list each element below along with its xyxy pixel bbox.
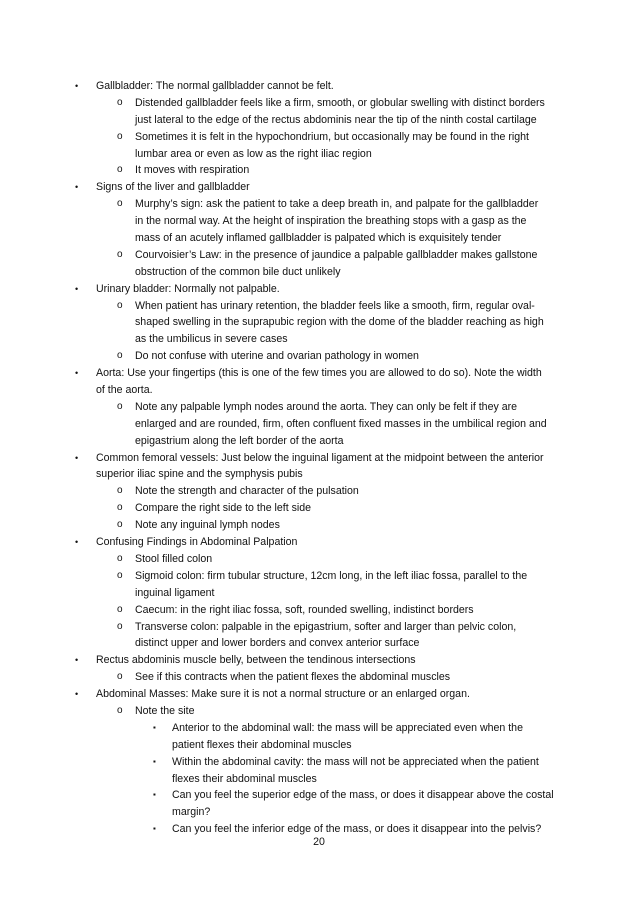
list-item-text: obstruction of the common bile duct unlikely bbox=[135, 265, 341, 278]
list-item-continuation bbox=[0, 230, 638, 247]
circle-marker: o bbox=[117, 198, 123, 210]
list-item-text: Anterior to the abdominal wall: the mass will be appreciated even when the bbox=[172, 721, 523, 734]
list-item-text: Can you feel the superior edge of the mass, or does it disappear above the costal bbox=[172, 789, 554, 802]
list-item-level-2 bbox=[0, 517, 638, 534]
list-item-text: of the aorta. bbox=[96, 384, 153, 397]
list-item-level-2 bbox=[0, 483, 638, 500]
list-item-text: enlarged and are rounded, firm, often confluent fixed masses in the umbilical region and bbox=[135, 417, 547, 430]
list-item-continuation bbox=[0, 146, 638, 163]
circle-marker: o bbox=[117, 569, 123, 581]
circle-marker: o bbox=[117, 620, 123, 632]
list-item-text: superior iliac spine and the symphysis pubis bbox=[96, 468, 303, 481]
list-item-text: in the normal way. At the height of inspiration the breathing stops with a gasp as the bbox=[135, 215, 527, 228]
page-number: 20 bbox=[313, 836, 325, 848]
list-item-text: It moves with respiration bbox=[135, 164, 250, 177]
list-item-text: Abdominal Masses: Make sure it is not a normal structure or an enlarged organ. bbox=[96, 688, 470, 701]
list-item-level-2 bbox=[0, 703, 638, 720]
bullet-marker: • bbox=[75, 537, 79, 548]
list-item-continuation bbox=[0, 433, 638, 450]
bullet-marker: • bbox=[75, 81, 79, 91]
list-item-text: Caecum: in the right iliac fossa, soft, rounded swelling, indistinct borders bbox=[135, 603, 474, 616]
bullet-marker: • bbox=[75, 689, 79, 700]
list-item-text: Note any palpable lymph nodes around the aorta. They can only be felt if they are bbox=[135, 400, 518, 413]
list-item-level-1 bbox=[0, 78, 638, 95]
list-item-text: Gallbladder: The normal gallbladder cannot be felt. bbox=[96, 80, 334, 92]
list-item-level-1 bbox=[0, 652, 638, 669]
list-item-text: just lateral to the edge of the rectus abdominis near the tip of the ninth costal cartilage bbox=[135, 113, 537, 126]
bullet-marker: • bbox=[75, 182, 79, 193]
square-marker: ▪ bbox=[153, 756, 156, 766]
circle-marker: o bbox=[117, 350, 123, 362]
list-item-text: Murphy’s sign: ask the patient to take a deep breath in, and palpate for the gallbladder bbox=[135, 198, 539, 211]
circle-marker: o bbox=[117, 671, 123, 683]
list-item-level-2 bbox=[0, 196, 638, 213]
square-marker: ▪ bbox=[153, 790, 156, 800]
list-item-text: Rectus abdominis muscle belly, between the tendinous intersections bbox=[96, 654, 416, 667]
list-item-continuation bbox=[0, 314, 638, 331]
list-item-text: Common femoral vessels: Just below the inguinal ligament at the midpoint between the anterior bbox=[96, 451, 544, 464]
list-item-level-2 bbox=[0, 500, 638, 517]
list-item-level-2 bbox=[0, 247, 638, 264]
list-item-text: flexes their abdominal muscles bbox=[172, 772, 317, 785]
list-item-text: inguinal ligament bbox=[135, 586, 215, 599]
list-item-text: Distended gallbladder feels like a firm, smooth, or globular swelling with distinct borders bbox=[135, 96, 545, 109]
list-item-text: When patient has urinary retention, the bladder feels like a smooth, firm, regular oval- bbox=[135, 299, 535, 312]
list-item-level-2 bbox=[0, 298, 638, 315]
list-item-level-2 bbox=[0, 619, 638, 636]
circle-marker: o bbox=[117, 96, 123, 108]
list-item-level-2 bbox=[0, 669, 638, 686]
list-item-level-2 bbox=[0, 162, 638, 179]
list-item-level-2 bbox=[0, 568, 638, 585]
circle-marker: o bbox=[117, 704, 123, 716]
circle-marker: o bbox=[117, 248, 123, 260]
circle-marker: o bbox=[117, 519, 123, 531]
list-item-level-3 bbox=[0, 787, 638, 804]
list-item-text: margin? bbox=[172, 806, 211, 819]
list-item-text: See if this contracts when the patient flexes the abdominal muscles bbox=[135, 671, 451, 684]
list-item-continuation bbox=[0, 264, 638, 281]
list-item-level-2 bbox=[0, 129, 638, 146]
list-item-text: shaped swelling in the suprapubic region with the dome of the bladder reaching as high bbox=[135, 316, 544, 329]
bulleted-list bbox=[0, 78, 638, 838]
list-item-continuation bbox=[0, 771, 638, 788]
list-item-continuation bbox=[0, 213, 638, 230]
square-marker: ▪ bbox=[153, 722, 156, 732]
list-item-level-1 bbox=[0, 179, 638, 196]
circle-marker: o bbox=[117, 400, 123, 412]
circle-marker: o bbox=[117, 164, 123, 176]
list-item-level-3 bbox=[0, 720, 638, 737]
list-item-text: epigastrium along the left border of the aorta bbox=[135, 434, 344, 447]
list-item-level-1 bbox=[0, 450, 638, 467]
square-marker: ▪ bbox=[153, 824, 156, 834]
list-item-text: patient flexes their abdominal muscles bbox=[172, 738, 352, 751]
list-item-continuation bbox=[0, 804, 638, 821]
list-item-text: Do not confuse with uterine and ovarian pathology in women bbox=[135, 350, 419, 363]
circle-marker: o bbox=[117, 603, 123, 615]
list-item-text: Note any inguinal lymph nodes bbox=[135, 519, 280, 532]
list-item-level-1 bbox=[0, 281, 638, 298]
bullet-marker: • bbox=[75, 368, 79, 379]
list-item-text: Within the abdominal cavity: the mass will not be appreciated when the patient bbox=[172, 755, 539, 768]
list-item-continuation bbox=[0, 416, 638, 433]
list-item-level-2 bbox=[0, 602, 638, 619]
list-item-text: Sometimes it is felt in the hypochondrium, but occasionally may be found in the right bbox=[135, 130, 529, 143]
circle-marker: o bbox=[117, 552, 123, 564]
list-item-level-1 bbox=[0, 365, 638, 382]
list-item-text: lumbar area or even as low as the right iliac region bbox=[135, 147, 372, 160]
list-item-continuation bbox=[0, 585, 638, 602]
list-item-text: Compare the right side to the left side bbox=[135, 502, 312, 515]
list-item-continuation bbox=[0, 382, 638, 399]
list-item-text: Stool filled colon bbox=[135, 552, 213, 565]
list-item-continuation bbox=[0, 331, 638, 348]
list-item-text: Note the strength and character of the pulsation bbox=[135, 485, 359, 498]
list-item-level-3 bbox=[0, 754, 638, 771]
list-item-text: as the umbilicus in severe cases bbox=[135, 333, 288, 346]
list-item-level-2 bbox=[0, 551, 638, 568]
list-item-text: Urinary bladder: Normally not palpable. bbox=[96, 282, 280, 295]
list-item-text: Note the site bbox=[135, 704, 195, 717]
list-item-text: Confusing Findings in Abdominal Palpation bbox=[96, 536, 298, 549]
circle-marker: o bbox=[117, 485, 123, 497]
list-item-continuation bbox=[0, 737, 638, 754]
list-item-text: Signs of the liver and gallbladder bbox=[96, 181, 250, 194]
bullet-marker: • bbox=[75, 283, 79, 294]
list-item-level-2 bbox=[0, 348, 638, 365]
list-item-text: mass of an acutely inflamed gallbladder is palpated which is exquisitely tender bbox=[135, 232, 502, 245]
list-item-level-1 bbox=[0, 686, 638, 703]
circle-marker: o bbox=[117, 130, 123, 142]
bullet-marker: • bbox=[75, 452, 79, 463]
list-item-level-1 bbox=[0, 534, 638, 551]
list-item-text: Transverse colon: palpable in the epigastrium, softer and larger than pelvic colon, bbox=[135, 620, 517, 633]
list-item-text: Can you feel the inferior edge of the mass, or does it disappear into the pelvis? bbox=[172, 823, 542, 836]
list-item-text: distinct upper and lower borders and convex anterior surface bbox=[135, 637, 420, 650]
list-item-level-2 bbox=[0, 95, 638, 112]
list-item-continuation bbox=[0, 112, 638, 129]
list-item-level-2 bbox=[0, 399, 638, 416]
list-item-text: Aorta: Use your fingertips (this is one of the few times you are allowed to do so). Note the width bbox=[96, 367, 542, 380]
list-item-text: Sigmoid colon: firm tubular structure, 12cm long, in the left iliac fossa, parallel to the bbox=[135, 569, 528, 582]
bullet-marker: • bbox=[75, 655, 79, 666]
circle-marker: o bbox=[117, 299, 123, 311]
list-item-continuation bbox=[0, 466, 638, 483]
circle-marker: o bbox=[117, 502, 123, 514]
list-item-text: Courvoisier’s Law: in the presence of jaundice a palpable gallbladder makes gallstone bbox=[135, 248, 538, 261]
list-item-continuation bbox=[0, 635, 638, 652]
